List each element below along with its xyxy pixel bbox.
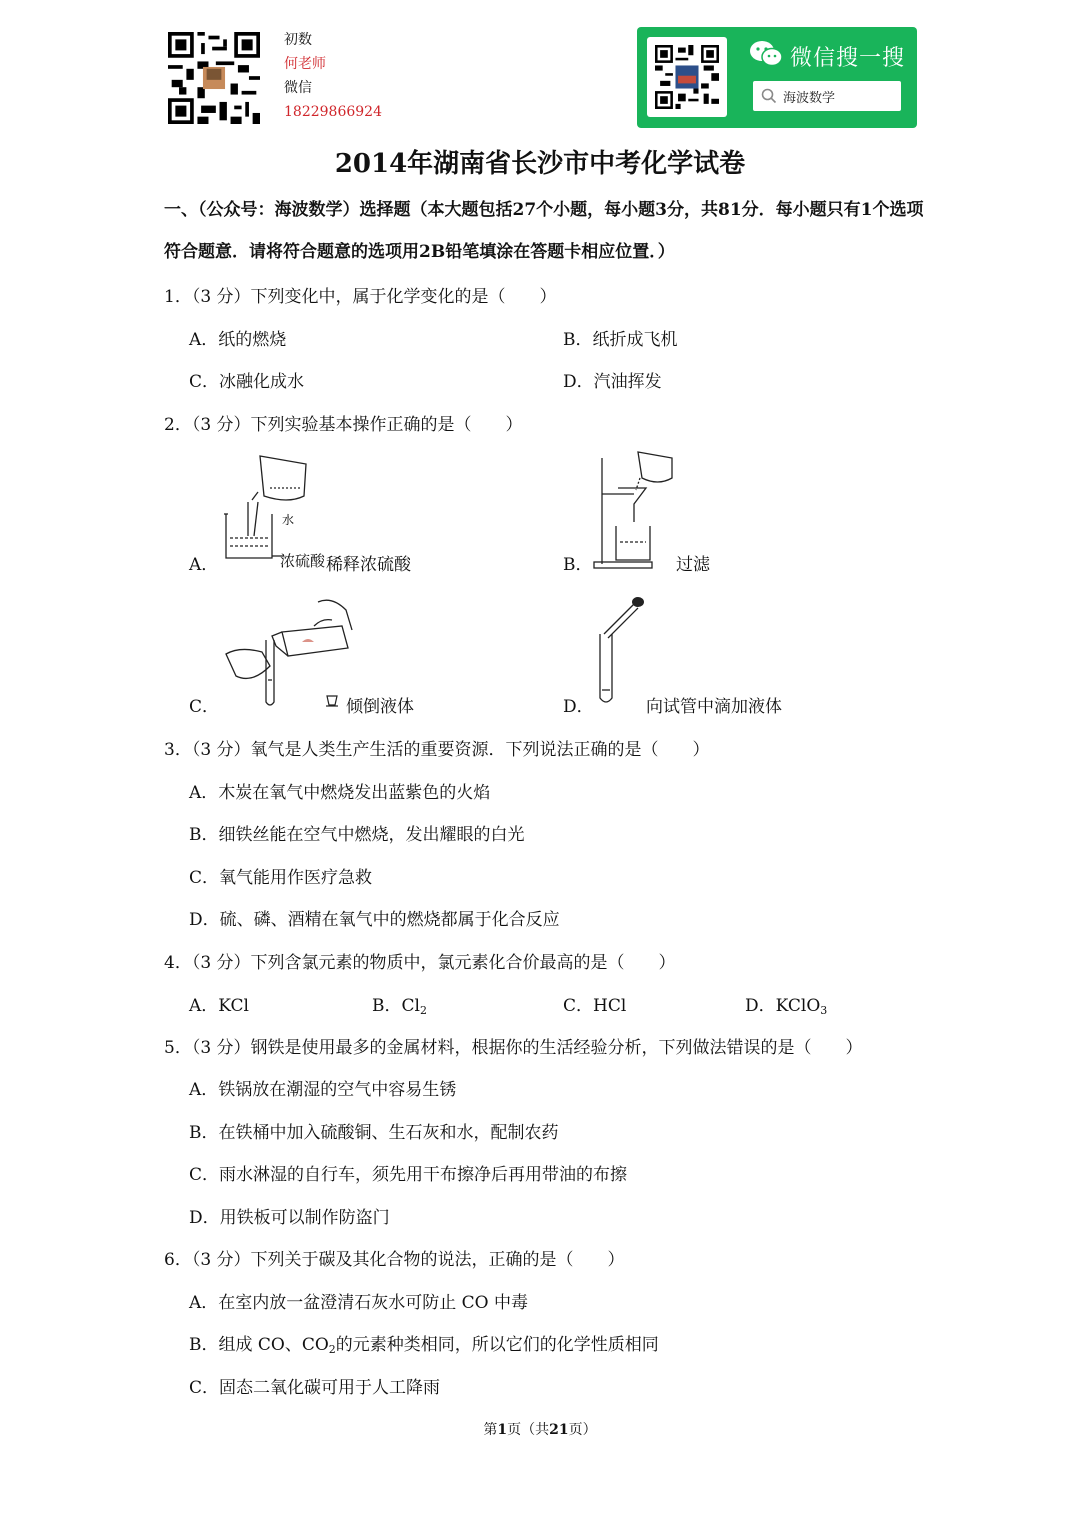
pouring-liquid-figure — [222, 596, 362, 708]
q2-option-b: B． — [563, 555, 593, 575]
page-footer — [0, 1419, 1080, 1439]
q4-option-c: C．HCl — [563, 996, 627, 1016]
q3-option-a: A．木炭在氧气中燃烧发出蓝紫色的火焰 — [189, 783, 491, 803]
q2-option-d: D． — [563, 697, 594, 717]
q5-option-a: A．铁锅放在潮湿的空气中容易生锈 — [189, 1080, 457, 1100]
q6-option-a: A．在室内放一盆澄清石灰水可防止 CO 中毒 — [189, 1293, 529, 1313]
wechat-search-box[interactable] — [753, 81, 901, 111]
q2-caption-a: 稀释浓硫酸 — [326, 555, 411, 575]
section-heading: 一、（公众号：海波数学）选择题（本大题包括27个小题，每小题3分，共81分．每小题只有1个选项符合题意．请将符合题意的选项用2B铅笔填涂在答题卡相应位置．） — [164, 200, 924, 262]
footer-page-total: 21 — [549, 1422, 569, 1438]
q6-option-b-text-1: B．组成 CO、CO — [189, 1335, 329, 1355]
subscript: 3 — [820, 1004, 828, 1017]
q2-caption-d: 向试管中滴加液体 — [646, 697, 782, 717]
question-4-stem: 4．（3 分）下列含氯元素的物质中，氯元素化合价最高的是（ ） — [164, 953, 676, 973]
qr-code-left-icon — [168, 32, 260, 124]
contact-info — [284, 28, 382, 124]
question-2-stem: 2．（3 分）下列实验基本操作正确的是（ ） — [164, 415, 523, 435]
wechat-search-text: 海波数学 — [783, 91, 836, 106]
q6-option-b-text-2: 的元素种类相同，所以它们的化学性质相同 — [335, 1335, 659, 1355]
figure-label-water: 水 — [282, 513, 295, 527]
q2-caption-b: 过滤 — [676, 555, 710, 575]
q1-option-b: B．纸折成飞机 — [563, 330, 678, 350]
qr-code-wechat-icon — [655, 45, 719, 109]
q2-option-c: C． — [189, 697, 220, 717]
footer-prefix: 第 — [483, 1422, 498, 1438]
q5-option-c: C．雨水淋湿的自行车，须先用干布擦净后再用带油的布擦 — [189, 1165, 628, 1185]
q4-option-d — [745, 991, 827, 1017]
footer-mid: 页（共 — [507, 1422, 550, 1438]
wechat-logo-icon — [749, 39, 785, 69]
q2-caption-c: 倾倒液体 — [346, 697, 414, 717]
exam-title: 2014年湖南省长沙市中考化学试卷 — [334, 149, 746, 179]
dropper-figure — [594, 594, 648, 708]
q6-option-b — [189, 1330, 659, 1356]
q4-option-a: A．KCl — [189, 996, 249, 1016]
contact-teacher-name: 何老师 — [284, 56, 326, 72]
wechat-qr-frame — [647, 37, 727, 117]
q3-option-d: D．硫、磷、酒精在氧气中的燃烧都属于化合反应 — [189, 910, 560, 930]
subscript: 2 — [328, 1343, 336, 1356]
figure-label-conc-acid: 浓硫酸 — [280, 552, 326, 570]
contact-line: 初数 — [284, 32, 312, 48]
contact-phone: 18229866924 — [284, 104, 382, 120]
contact-line: 微信 — [284, 80, 312, 96]
q4-option-d-text: D．KClO — [745, 996, 821, 1016]
q5-option-b: B．在铁桶中加入硫酸铜、生石灰和水，配制农药 — [189, 1123, 559, 1143]
wechat-search-title: 微信搜一搜 — [790, 46, 906, 71]
footer-page-number: 1 — [497, 1422, 508, 1438]
q4-option-b — [372, 991, 427, 1017]
q1-option-a: A．纸的燃烧 — [189, 330, 287, 350]
question-5-stem: 5．（3 分）钢铁是使用最多的金属材料，根据你的生活经验分析，下列做法错误的是（ ） — [164, 1038, 863, 1058]
q1-option-c: C．冰融化成水 — [189, 372, 305, 392]
search-icon — [761, 88, 777, 104]
stopper-icon — [324, 694, 340, 708]
q3-option-c: C．氧气能用作医疗急救 — [189, 868, 373, 888]
q5-option-d: D．用铁板可以制作防盗门 — [189, 1208, 390, 1228]
q2-option-a: A． — [189, 555, 219, 575]
question-1-stem: 1．（3 分）下列变化中，属于化学变化的是（ ） — [164, 287, 557, 307]
subscript: 2 — [419, 1004, 427, 1017]
question-3-stem: 3．（3 分）氧气是人类生产生活的重要资源．下列说法正确的是（ ） — [164, 740, 710, 760]
q3-option-b: B．细铁丝能在空气中燃烧，发出耀眼的白光 — [189, 825, 525, 845]
question-6-stem: 6．（3 分）下列关于碳及其化合物的说法，正确的是（ ） — [164, 1250, 625, 1270]
footer-suffix: 页） — [568, 1422, 597, 1438]
q1-option-d: D．汽油挥发 — [563, 372, 662, 392]
filtration-figure — [592, 448, 682, 570]
q6-option-c: C．固态二氧化碳可用于人工降雨 — [189, 1378, 441, 1398]
wechat-search-banner — [637, 27, 917, 128]
q4-option-b-text: B．Cl — [372, 996, 420, 1016]
